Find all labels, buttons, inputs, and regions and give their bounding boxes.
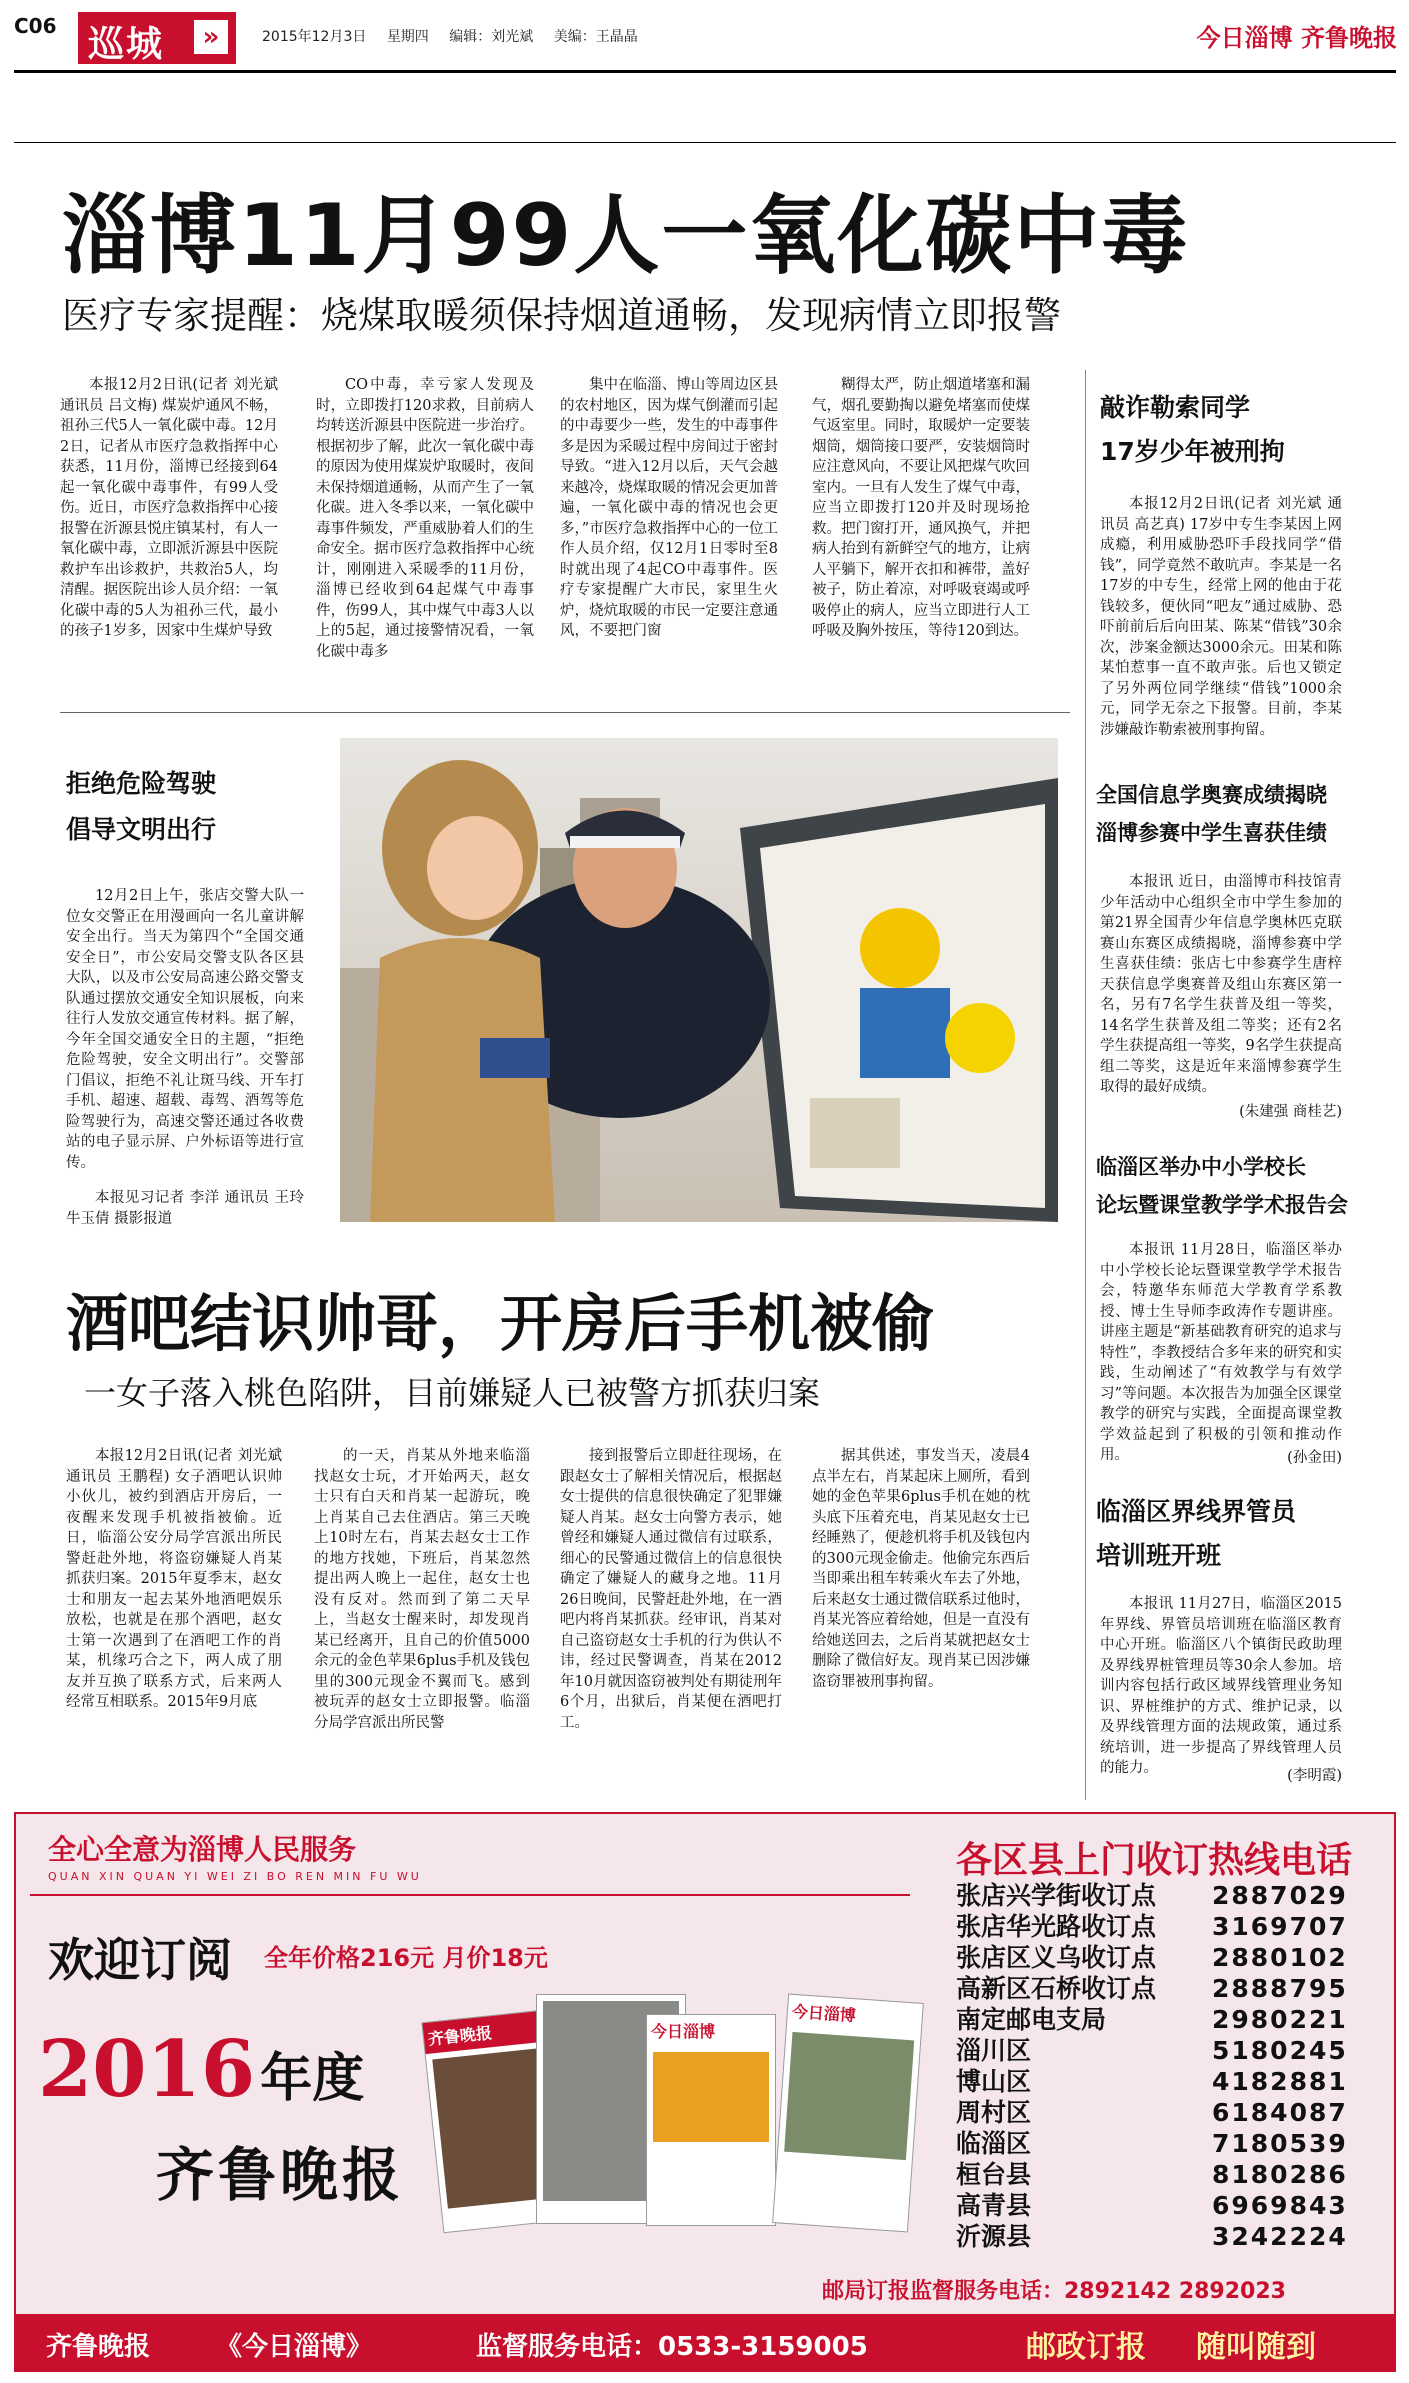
extortion-text: 本报12月2日讯(记者 刘光斌 通讯员 高艺真) 17岁中专生李某因上网成瘾，利用威胁恐吓手段找同学“借钱”，同学竟然不敢吭声。李某是一名17岁的中专生，经常上网的他由于花钱较多，便伙同“吧友”通过威胁、恐吓前前后后向田某、陈某“借钱”30余次，涉案金额达3000余元。田某和陈某怕惹事一直不敢声张。后也又锁定了另外两位同学继续“借钱”1000余元，同学无奈之下报警。目前，李某涉嫌敲诈勒索被刑事拘留。: [1100, 496, 1342, 738]
designer-credit: 美编：王晶晶: [553, 29, 638, 45]
boundary-text: 本报讯 11月27日，临淄区2015年界线、界管员培训班在临淄区教育中心开班。临淄区八个镇街民政助理及界线界桩管理员等30余人参加。培训内容包括行政区域界线管理业务知识、界桩维护的方式、维护记录，以及界线管理方面的法规政策，通过系统培训，进一步提高了界线管理人员的能力。: [1100, 1596, 1342, 1776]
hotline-row: 张店区义乌收订点 2880102: [956, 1943, 1348, 1972]
hotline-row: 张店华光路收订点 3169707: [956, 1912, 1348, 1941]
forum-headline-2: 论坛暨课堂教学学术报告会: [1096, 1193, 1348, 1217]
ad-welcome: 欢迎订阅: [48, 1933, 232, 1987]
ad-slogan: 全心全意为淄博人民服务: [48, 1833, 357, 1866]
forum-credit: (孙金田): [1287, 1450, 1342, 1466]
newspaper-thumb-1: 齐鲁晚报: [421, 2007, 592, 2234]
hotline-row: 张店兴学街收订点 2887029: [956, 1881, 1348, 1910]
hotline-title: 各区县上门收订热线电话: [956, 1840, 1353, 1881]
hotline-row: 博山区 4182881: [956, 2067, 1348, 2096]
extortion-headline-1: 敲诈勒索同学: [1100, 393, 1251, 422]
ad-divider: [30, 1894, 910, 1896]
hotline-row: 高新区石桥收订点 2888795: [956, 1974, 1348, 2003]
footer-supervise-phone: 监督服务电话：0533-3159005: [476, 2332, 868, 2362]
lead-column-2: CO中毒，幸亏家人发现及时，立即拨打120求救，目前病人均转送沂源县中医院进一步治疗。根据初步了解，此次一氧化碳中毒的原因为使用煤炭炉取暖时，夜间未保持烟道通畅，从而产生了一氧化碳。进入冬季以来，一氧化碳中毒事件频发，严重威胁着人们的生命安全。据市医疗急救指挥中心统计，刚刚进入采暖季的11月份，淄博已经收到64起煤气中毒事件，伤99人，其中煤气中毒3人以上的5起，通过接警情况看，一氧化碳中毒多: [316, 377, 534, 660]
ad-year: 2016: [38, 2024, 256, 2115]
hotline-row: 淄川区 5180245: [956, 2036, 1348, 2065]
lead-subheadline: 医疗专家提醒：烧煤取暖须保持烟道通畅，发现病情立即报警: [62, 294, 1061, 337]
issue-weekday: 星期四: [386, 29, 429, 45]
second-column-4: 据其供述，事发当天，凌晨4点半左右，肖某起床上厕所，看到她的金色苹果6plus手机在她的枕头底下压着充电，肖某见赵女士已经睡熟了，便趁机将手机及钱包内的300元现金偷走。他偷完东西后当即乘出租车转乘火车去了外地，后来赵女士通过微信联系过他时，肖某光答应着给她，但是一直没有给她送回去，之后肖某就把赵女士删除了微信好友。现肖某已因涉嫌盗窃罪被刑事拘留。: [812, 1448, 1030, 1690]
newspaper-thumb-4: 今日淄博: [772, 1994, 924, 2233]
hotline-row: 临淄区 7180539: [956, 2129, 1348, 2158]
olympiad-text: 本报讯 近日，由淄博市科技馆青少年活动中心组织全市中学生参加的第21界全国青少年信息学奥林匹克联赛山东赛区成绩揭晓，淄博参赛中学生喜获佳绩：张店七中参赛学生唐梓天获信息学奥赛普及组山东赛区第一名，另有7名学生获普及组一等奖，14名学生获普及组二等奖；还有2名学生获提高组一等奖，9名学生获提高组二等奖，这是近年来淄博参赛学生取得的最好成绩。: [1100, 874, 1342, 1095]
issue-date: 2015年12月3日: [262, 29, 367, 45]
traffic-headline-1: 拒绝危险驾驶: [66, 769, 217, 798]
header-rule: [14, 70, 1396, 73]
header-rule-thin: [14, 142, 1396, 143]
traffic-headline-2: 倡导文明出行: [66, 815, 217, 844]
boundary-headline-2: 培训班开班: [1096, 1541, 1222, 1570]
ad-year-suffix: 年度: [260, 2049, 365, 2109]
lead-column-1: 本报12月2日讯(记者 刘光斌 通讯员 吕文梅) 煤炭炉通风不畅，祖孙三代5人一氧化碳中毒。12月2日，记者从市医疗急救指挥中心获悉，11月份，淄博已经接到64起一氧化碳中毒事件，有99人受伤。近日，市医疗急救指挥中心接报警在沂源县悦庄镇某村，有人一氧化碳中毒，立即派沂源县中医院救护车出诊救护，共救治5人，均清醒。据医院出诊人员介绍：一氧化碳中毒的5人为祖孙三代，最小的孩子1岁多，因家中生煤炉导致: [60, 377, 278, 639]
hotline-row: 沂源县 3242224: [956, 2222, 1348, 2251]
section-name: 巡城: [88, 24, 165, 65]
issue-meta: [262, 26, 654, 46]
second-column-3: 接到报警后立即赶往现场，在跟赵女士了解相关情况后，根据赵女士提供的信息很快确定了犯罪嫌疑人肖某。赵女士向警方表示，她曾经和嫌疑人通过微信有过联系，细心的民警通过微信上的信息很快确定了嫌疑人的藏身之地。11月26日晚间，民警赶赴外地，在一酒吧内将肖某抓获。经审讯，肖某对自己盗窃赵女士手机的行为供认不讳，经过民警调查，肖某在2012年10月就因盗窃被判处有期徒刑年6个月，出狱后，肖某便在酒吧打工。: [560, 1448, 782, 1731]
lead-bottom-rule: [60, 712, 1070, 713]
hotline-row: 南定邮电支局 2980221: [956, 2005, 1348, 2034]
thumb-photo: [653, 2052, 769, 2142]
second-column-2: 的一天，肖某从外地来临淄找赵女士玩，才开始两天，赵女士只有白天和肖某一起游玩，晚上肖某自己去住酒店。第三天晚上10时左右，肖某去赵女士工作的地方找她，下班后，肖某忽然提出两人晚上一起住，赵女士也没有反对。然而到了第二天早上，当赵女士醒来时，却发现肖某已经离开，且自己的价值5000余元的金色苹果6plus手机及钱包里的300元现金不翼而飞。感到被玩弄的赵女士立即报警。临淄分局学宫派出所民警: [314, 1448, 530, 1731]
hotline-row: 周村区 6184087: [956, 2098, 1348, 2127]
forum-text: 本报讯 11月28日，临淄区举办中小学校长论坛暨课堂教学学术报告会，特邀华东师范大学教育学系教授、博士生导师李政涛作专题讲座。讲座主题是“新基础教育研究的追求与特性”，李教授结合多年来的研究和实践，生动阐述了“有效教学与有效学习”等问题。本次报告为加强全区课堂教学的研究与实践，全面提高课堂教学效益起到了积极的引领和推动作用。: [1100, 1242, 1342, 1463]
footer-brand-1: 齐鲁晚报: [46, 2332, 151, 2362]
second-column-1: 本报12月2日讯(记者 刘光斌 通讯员 王鹏程) 女子酒吧认识帅小伙儿，被约到酒店开房后，一夜醒来发现手机被指被偷。近日，临淄公安分局学宫派出所民警赶赴外地，将盗窃嫌疑人肖某抓获归案。2015年夏季末，赵女士和朋友一起去某外地酒吧娱乐放松，也就是在那个酒吧，赵女士第一次遇到了在酒吧工作的肖某，机缘巧合之下，两人成了朋友并互换了联系方式，后来两人经常互相联系。2015年9月底: [66, 1448, 282, 1710]
brand-logo: 今日淄博 齐鲁晚报: [1196, 24, 1397, 52]
ad-footer-bar: [16, 2314, 1394, 2370]
section-badge: [78, 12, 236, 64]
second-subheadline: 一女子落入桃色陷阱，目前嫌疑人已被警方抓获归案: [84, 1374, 821, 1412]
olympiad-headline-1: 全国信息学奥赛成绩揭晓: [1096, 783, 1327, 807]
boundary-headline-1: 临淄区界线界管员: [1096, 1497, 1297, 1526]
boundary-credit: (李明霞): [1287, 1768, 1342, 1784]
ad-price: 全年价格216元 月价18元: [264, 1944, 548, 1972]
footer-brand-2: 《今日淄博》: [216, 2332, 373, 2362]
ad-pinyin: QUAN XIN QUAN YI WEI ZI BO REN MIN FU WU: [48, 1870, 422, 1883]
supervise-hotline: 邮局订报监督服务电话：2892142 2892023: [822, 2279, 1286, 2304]
photo-illustration: [340, 738, 1058, 1222]
double-arrow-icon: »: [194, 20, 228, 54]
page-number: C06: [14, 14, 57, 38]
extortion-headline-2: 17岁少年被刑拘: [1100, 437, 1285, 466]
thumb-photo: [784, 2032, 914, 2160]
ad-year-line: [38, 2024, 364, 2115]
editor-credit: 编辑：刘光斌: [449, 29, 534, 45]
lead-column-4: 糊得太严，防止烟道堵塞和漏气，烟孔要勤掏以避免堵塞而使煤气返室里。同时，取暖炉一定要装烟筒，烟筒接口要严，安装烟筒时应注意风向，不要让风把煤气吹回室内。一旦有人发生了煤气中毒，应当立即拨打120并及时现场抢救。把门窗打开，通风换气，并把病人抬到有新鲜空气的地方，让病人平躺下，解开衣扣和裤带，盖好被子，防止着凉，对呼吸衰竭或呼吸停止的病人，应当立即进行人工呼吸及胸外按压，等待120到达。: [812, 377, 1030, 639]
ad-paper-name: 齐鲁晚报: [156, 2141, 405, 2209]
newspaper-thumb-3: 今日淄博: [646, 2014, 776, 2226]
traffic-photo-credit: 本报见习记者 李洋 通讯员 王玲 牛玉倩 摄影报道: [66, 1190, 304, 1227]
subscription-ad: [14, 1812, 1396, 2372]
right-column-divider: [1085, 370, 1086, 1800]
forum-headline-1: 临淄区举办中小学校长: [1096, 1155, 1306, 1179]
hotline-row: 桓台县 8180286: [956, 2160, 1348, 2189]
second-headline: 酒吧结识帅哥，开房后手机被偷: [66, 1287, 935, 1360]
footer-slogan-2: 随叫随到: [1196, 2330, 1316, 2365]
lead-headline: 淄博11月99人一氧化碳中毒: [62, 186, 1190, 286]
hotline-list: [956, 1880, 1376, 2260]
olympiad-credit: (朱建强 商桂艺): [1239, 1104, 1342, 1120]
olympiad-headline-2: 淄博参赛中学生喜获佳绩: [1096, 821, 1327, 845]
traffic-safety-photo: [340, 738, 1058, 1222]
lead-column-3: 集中在临淄、博山等周边区县的农村地区，因为煤气倒灌而引起的中毒要少一些，发生的中毒事件多是因为采暖过程中房间过于密封导致。“进入12月以后，天气会越来越冷，烧煤取暖的情况会更加普遍，一氧化碳中毒的情况也会更多，”市医疗急救指挥中心的一位工作人员介绍，仅12月1日零时至8时就出现了4起CO中毒事件。医疗专家提醒广大市民，家里生火炉，烧炕取暖的市民一定要注意通风，不要把门窗: [560, 377, 778, 639]
hotline-row: 高青县 6969843: [956, 2191, 1348, 2220]
traffic-text: 12月2日上午，张店交警大队一位女交警正在用漫画向一名儿童讲解安全出行。当天为第四个“全国交通安全日”，市公安局交警支队各区县大队，以及市公安局高速公路交警支队通过摆放交通安全知识展板，向来往行人发放交通宣传材料。据了解，今年全国交通安全日的主题，“拒绝危险驾驶，安全文明出行”。交警部门倡议，拒绝不礼让斑马线、开车打手机、超速、超载、毒驾、酒驾等危险驾驶行为，高速交警还通过各收费站的电子显示屏、户外标语等进行宣传。: [66, 888, 304, 1171]
footer-slogan-1: 邮政订报: [1026, 2330, 1146, 2365]
